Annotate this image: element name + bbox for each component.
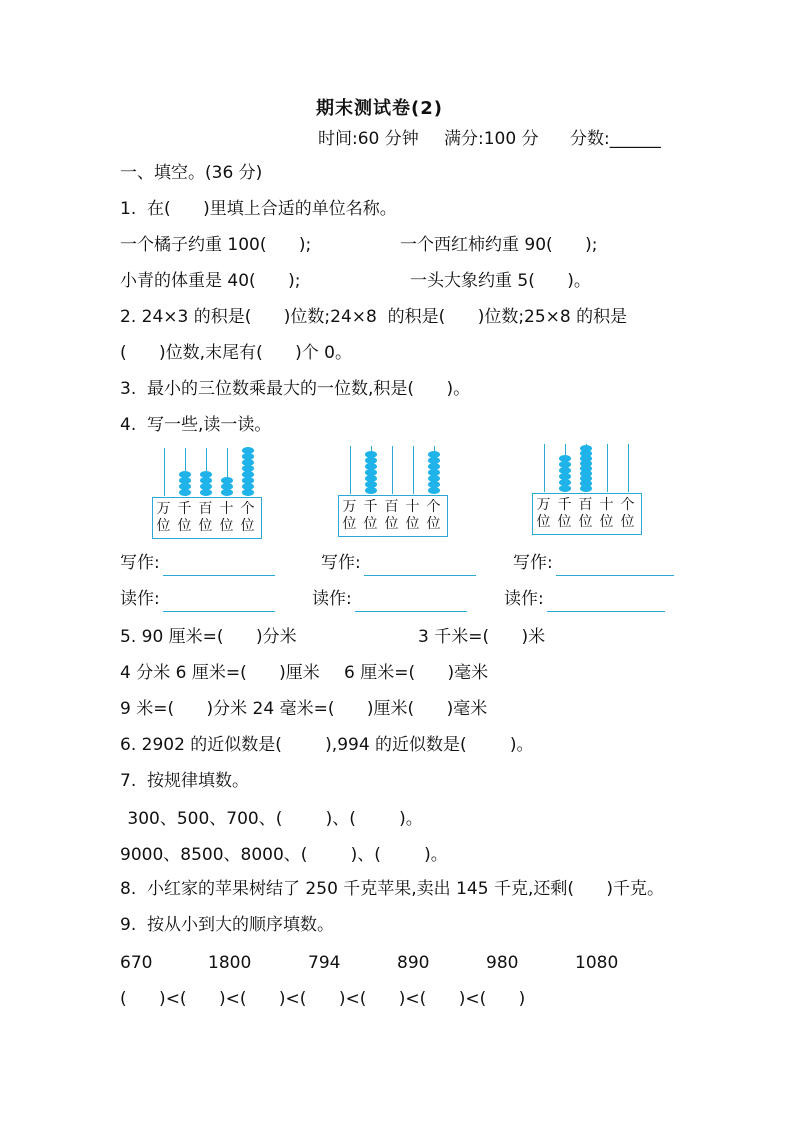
- place-col: 十 位: [405, 499, 420, 532]
- read-label-2: 读作:: [312, 589, 352, 609]
- q2-line1: 2. 24×3 的积是( )位数;24×8 的积是( )位数;25×8 的积是: [120, 307, 628, 327]
- place-col: 个 位: [426, 499, 441, 532]
- place-frame: [152, 497, 262, 539]
- place-col: 千 位: [177, 501, 192, 534]
- q1-stem: 1. 在( )里填上合适的单位名称。: [120, 199, 397, 219]
- bead: [365, 487, 377, 494]
- bead: [242, 483, 254, 490]
- rod: [392, 446, 393, 494]
- time-info: 时间:60 分钟: [318, 129, 419, 149]
- q9-number: 670: [120, 953, 153, 973]
- abacus-1: [152, 448, 264, 540]
- q9-stem: 9. 按从小到大的顺序填数。: [120, 915, 335, 935]
- q1-c: 小青的体重是 40( );: [120, 271, 301, 291]
- place-col: 万 位: [342, 499, 357, 532]
- bead: [428, 475, 440, 482]
- bead: [365, 457, 377, 464]
- bead: [559, 485, 571, 492]
- place-col: 千 位: [363, 499, 378, 532]
- bead: [428, 451, 440, 458]
- bead: [242, 489, 254, 496]
- bead: [200, 489, 212, 496]
- q9-number: 890: [397, 953, 430, 973]
- place-col: 万 位: [536, 497, 551, 530]
- write-line-2[interactable]: [364, 575, 476, 576]
- bead: [179, 477, 191, 484]
- q1-d: 一头大象约重 5( )。: [410, 271, 591, 291]
- bead: [559, 455, 571, 462]
- q3-text: 3. 最小的三位数乘最大的一位数,积是( )。: [120, 379, 471, 399]
- rod: [164, 448, 165, 496]
- read-line-3[interactable]: [547, 611, 665, 612]
- q5-c: 4 分米 6 厘米=( )厘米: [120, 663, 320, 683]
- bead: [428, 457, 440, 464]
- read-label-1: 读作:: [120, 589, 160, 609]
- bead: [200, 471, 212, 478]
- q1-a: 一个橘子约重 100( );: [120, 235, 312, 255]
- place-col: 个 位: [240, 501, 255, 534]
- bead: [559, 479, 571, 486]
- read-label-3: 读作:: [504, 589, 544, 609]
- q5-e: 9 米=( )分米 24 毫米=( )厘米( )毫米: [120, 699, 488, 719]
- q4-stem: 4. 写一些,读一读。: [120, 415, 272, 435]
- abacus-3: [532, 444, 644, 536]
- place-col: 个 位: [620, 497, 635, 530]
- bead: [559, 473, 571, 480]
- bead: [221, 483, 233, 490]
- bead: [179, 489, 191, 496]
- q5-a: 5. 90 厘米=( )分米: [120, 627, 297, 647]
- abacus-2: [338, 446, 450, 538]
- bead: [580, 445, 592, 452]
- bead: [221, 489, 233, 496]
- write-label-2: 写作:: [321, 553, 361, 573]
- bead: [428, 469, 440, 476]
- bead: [559, 467, 571, 474]
- q9-number: 794: [308, 953, 341, 973]
- bead: [242, 477, 254, 484]
- write-line-1[interactable]: [163, 575, 275, 576]
- page-title: 期末测试卷(2): [316, 98, 443, 119]
- bead: [179, 483, 191, 490]
- bead: [428, 463, 440, 470]
- place-col: 百 位: [198, 501, 213, 534]
- bead: [242, 447, 254, 454]
- place-col: 百 位: [384, 499, 399, 532]
- q2-line2: ( )位数,末尾有( )个 0。: [120, 343, 352, 363]
- place-frame: [338, 495, 448, 537]
- bead: [365, 481, 377, 488]
- bead: [428, 481, 440, 488]
- section-heading: 一、填空。(36 分): [120, 163, 263, 183]
- rod: [350, 446, 351, 494]
- q1-b: 一个西红柿约重 90( );: [400, 235, 598, 255]
- read-line-2[interactable]: [355, 611, 467, 612]
- bead: [179, 471, 191, 478]
- write-line-3[interactable]: [556, 575, 674, 576]
- q9-number: 980: [486, 953, 519, 973]
- bead: [242, 465, 254, 472]
- bead: [242, 459, 254, 466]
- bead: [365, 451, 377, 458]
- q7-seq1: 300、500、700、( )、( )。: [122, 809, 423, 829]
- q6-text: 6. 2902 的近似数是( ),994 的近似数是( )。: [120, 735, 534, 755]
- place-col: 万 位: [156, 501, 171, 534]
- q7-seq2: 9000、8500、8000、( )、( )。: [120, 845, 448, 865]
- q9-blanks: ( )<( )<( )<( )<( )<( )<( ): [120, 989, 526, 1009]
- full-score: 满分:100 分: [444, 129, 539, 149]
- bead: [365, 469, 377, 476]
- q5-d: 6 厘米=( )毫米: [344, 663, 489, 683]
- q9-number: 1080: [575, 953, 619, 973]
- bead: [365, 463, 377, 470]
- rod: [607, 444, 608, 492]
- bead: [242, 471, 254, 478]
- bead: [200, 483, 212, 490]
- q7-stem: 7. 按规律填数。: [120, 771, 250, 791]
- place-col: 千 位: [557, 497, 572, 530]
- q8-text: 8. 小红家的苹果树结了 250 千克苹果,卖出 145 千克,还剩( )千克。: [120, 879, 665, 899]
- score-field: 分数:______: [570, 129, 661, 149]
- place-col: 十 位: [599, 497, 614, 530]
- bead: [221, 477, 233, 484]
- rod: [544, 444, 545, 492]
- bead: [200, 477, 212, 484]
- bead: [559, 461, 571, 468]
- write-label-3: 写作:: [513, 553, 553, 573]
- bead: [242, 453, 254, 460]
- place-frame: [532, 493, 642, 535]
- read-line-1[interactable]: [163, 611, 275, 612]
- q9-number: 1800: [208, 953, 252, 973]
- bead: [428, 487, 440, 494]
- rod: [413, 446, 414, 494]
- q5-b: 3 千米=( )米: [418, 627, 546, 647]
- place-col: 百 位: [578, 497, 593, 530]
- rod: [628, 444, 629, 492]
- place-col: 十 位: [219, 501, 234, 534]
- write-label-1: 写作:: [120, 553, 160, 573]
- bead: [365, 475, 377, 482]
